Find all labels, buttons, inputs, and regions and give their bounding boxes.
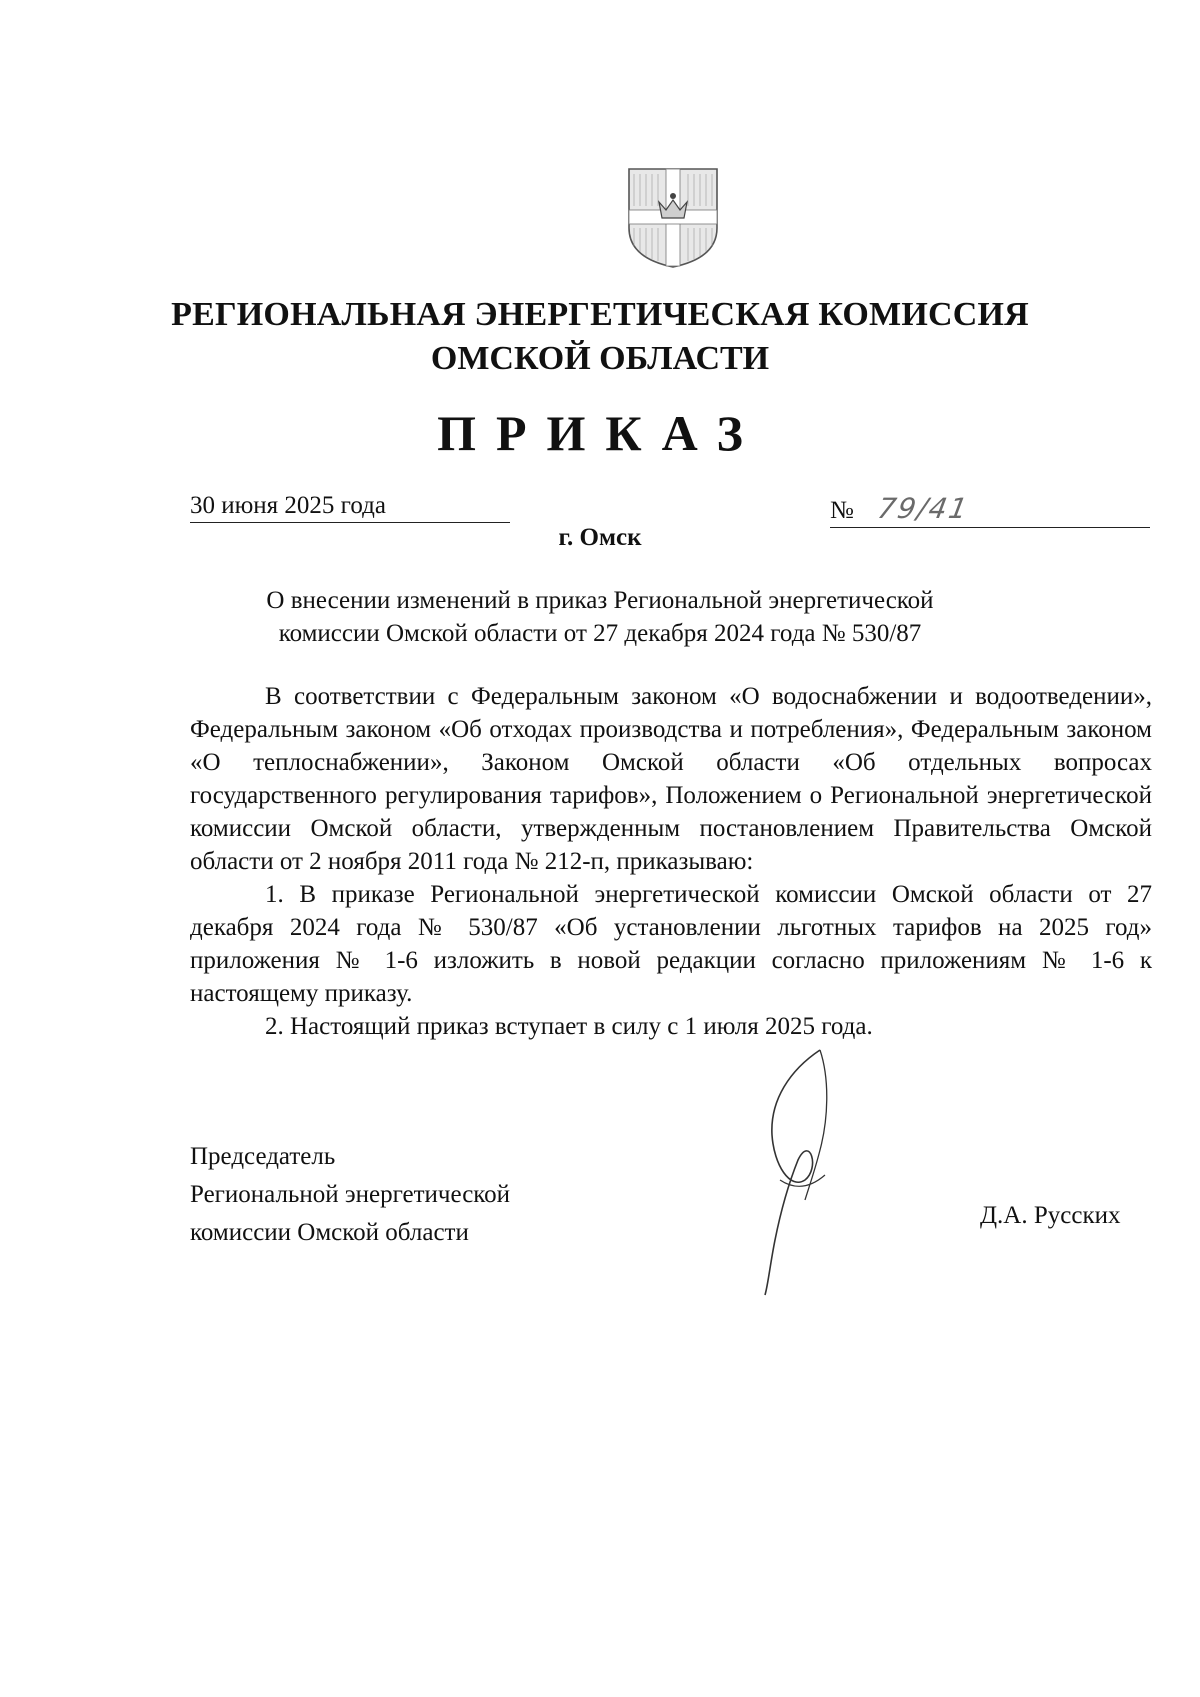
number-sign: №: [830, 497, 854, 524]
subject-line2: комиссии Омской области от 27 декабря 2024 года № 530/87: [278, 620, 922, 647]
signatory-title-line2: Региональной энергетической: [190, 1181, 511, 1208]
signatory-name: Д.А. Русских: [980, 1202, 1121, 1229]
handwritten-number: 79/41: [875, 492, 972, 525]
document-date: 30 июня 2025 года: [190, 492, 510, 523]
organization-name-line1: РЕГИОНАЛЬНАЯ ЭНЕРГЕТИЧЕСКАЯ КОМИССИЯ: [171, 296, 1029, 333]
document-body: [190, 680, 1152, 1043]
organization-name-line2: ОМСКОЙ ОБЛАСТИ: [430, 340, 770, 377]
subject-line1: О внесении изменений в приказ Региональной энергетической: [266, 587, 934, 614]
document-number: [830, 492, 1150, 528]
document-city: г. Омск: [558, 524, 642, 551]
document-subject: [0, 584, 1200, 650]
order-item-1: 1. В приказе Региональной энергетической комиссии Омской области от 27 декабря 2024 года № 530/87 «Об установлении льготных тарифов на 2025 год» приложения № 1-6 изложить в новой редакции согласно приложениям № 1-6 к настоящему приказу.: [190, 881, 1152, 1007]
omsk-coat-of-arms-icon: [626, 166, 720, 270]
order-item-2: 2. Настоящий приказ вступает в силу с 1 июля 2025 года.: [265, 1013, 873, 1040]
document-type: ПРИКАЗ: [437, 405, 763, 461]
handwritten-signature: [750, 1040, 860, 1300]
preamble-paragraph: В соответствии с Федеральным законом «О водоснабжении и водоотведении», Федеральным законом «Об отходах производства и потребления», Федеральным законом «О теплоснабжении», Законом Омской области «Об отдельных вопросах государственного регулирования тарифов», Положением о Региональной энергетической комиссии Омской области, утвержденным постановлением Правительства Омской области от 2 ноября 2011 года № 212-п, приказываю:: [190, 683, 1152, 875]
signatory-title-line1: Председатель: [190, 1143, 336, 1170]
signatory-title-line3: комиссии Омской области: [190, 1219, 469, 1246]
signatory-title: [190, 1138, 510, 1252]
